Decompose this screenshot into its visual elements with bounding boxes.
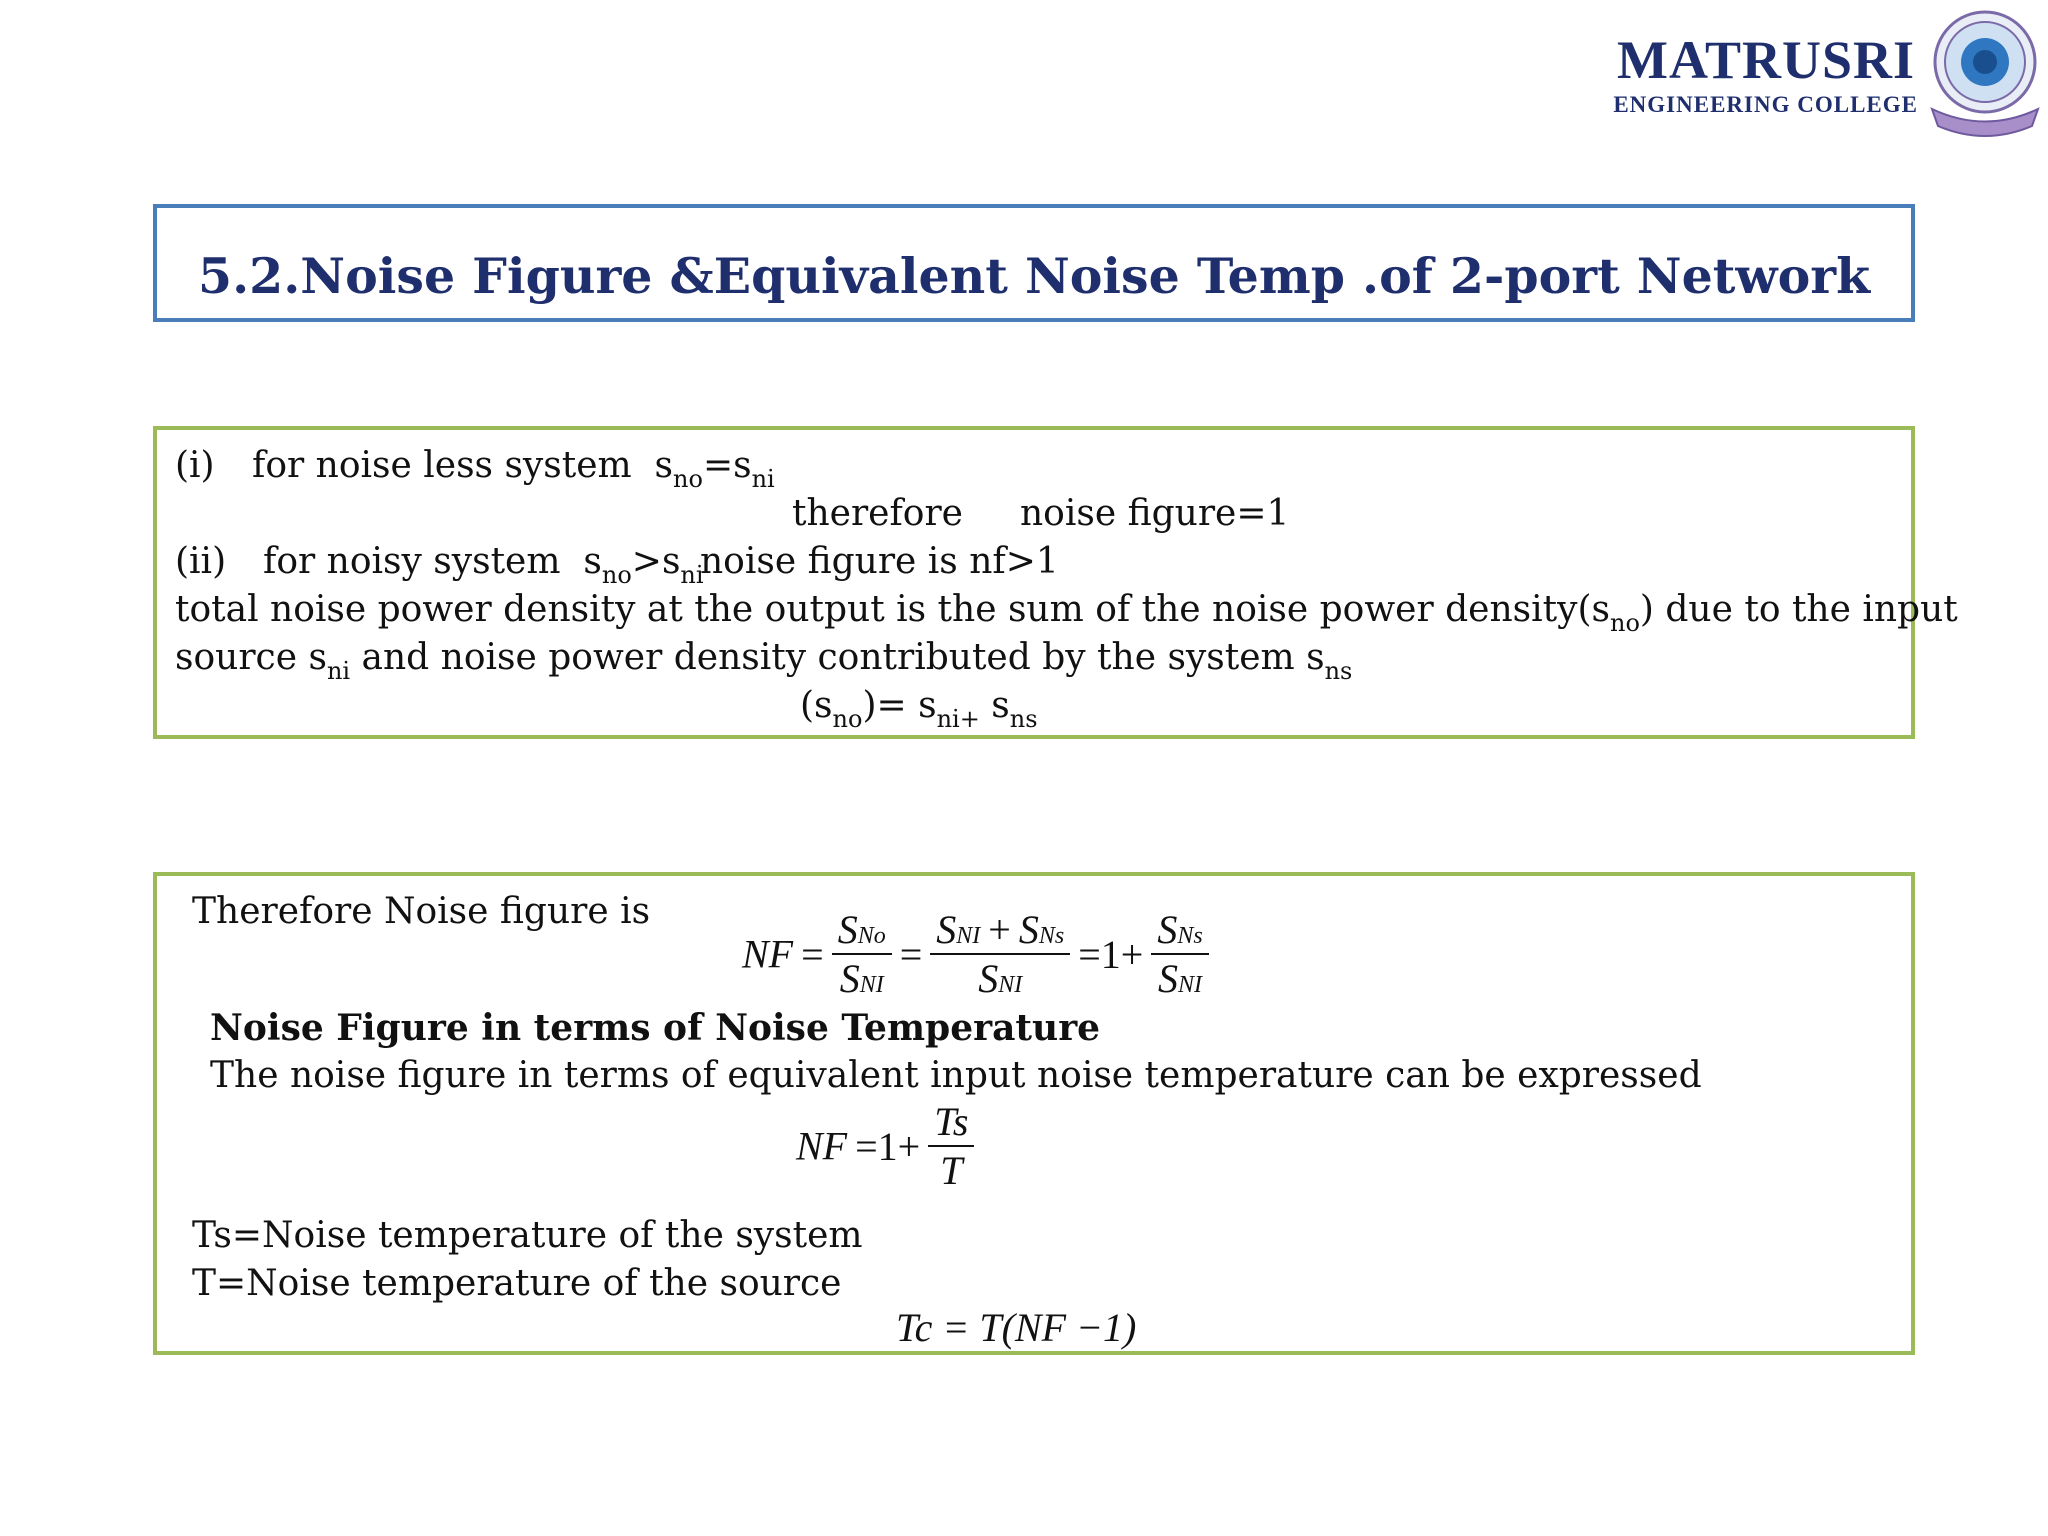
t-definition: T=Noise temperature of the source xyxy=(192,1263,842,1304)
page-title: 5.2.Noise Figure &Equivalent Noise Temp .of 2-port Network xyxy=(197,247,1871,305)
case-i-text: for noise less system $s_{no}=s_{ni}$ xyxy=(252,445,775,493)
ts-definition: Ts=Noise temperature of the system xyxy=(192,1215,863,1256)
noise-figure-equation: NF = $\frac{\text{SNo}}{\text{SNI}}$ = $\frac{\text{SNI + SNs}}{\text{SNI}}$ =1+ $\frac{\text{SNs}}{\text{SNI}}$ xyxy=(742,906,1209,1002)
equivalent-temperature-equation: Tc = T(NF −1) xyxy=(896,1305,1137,1350)
nf-temperature-equation: NF =1+ $\frac{Ts}{T}$ xyxy=(796,1098,974,1194)
case-ii-text: for noisy system $s_{no}>s_{ni}$ xyxy=(263,541,704,589)
therefore-text: therefore xyxy=(792,493,963,534)
noise-figure-intro: Therefore Noise figure is xyxy=(192,891,651,932)
noise-figure-one: noise figure=1 xyxy=(1020,493,1290,534)
case-ii-label: (ii) xyxy=(175,541,227,582)
college-emblem-icon xyxy=(1922,4,2048,144)
source-noise-line: source $s_{ni}$ and noise power density contributed by the system $s_{ns}$ xyxy=(175,637,1353,685)
nf-temperature-heading: Noise Figure in terms of Noise Temperature xyxy=(210,1007,1101,1049)
nf-temperature-description: The noise figure in terms of equivalent input noise temperature can be expressed xyxy=(210,1055,1702,1096)
noisy-nf-text: noise figure is nf>1 xyxy=(700,541,1059,582)
college-subtitle: ENGINEERING COLLEGE xyxy=(1613,92,1918,117)
noise-sum-equation: $(s_{no})= s_{ni+}$ $s_{ns}$ xyxy=(800,685,1038,733)
total-noise-line: total noise power density at the output is the sum of the noise power $density(s_{no})$ due to the input xyxy=(175,589,1958,637)
college-name: MATRUSRI xyxy=(1616,30,1915,90)
case-i-label: (i) xyxy=(175,445,215,486)
